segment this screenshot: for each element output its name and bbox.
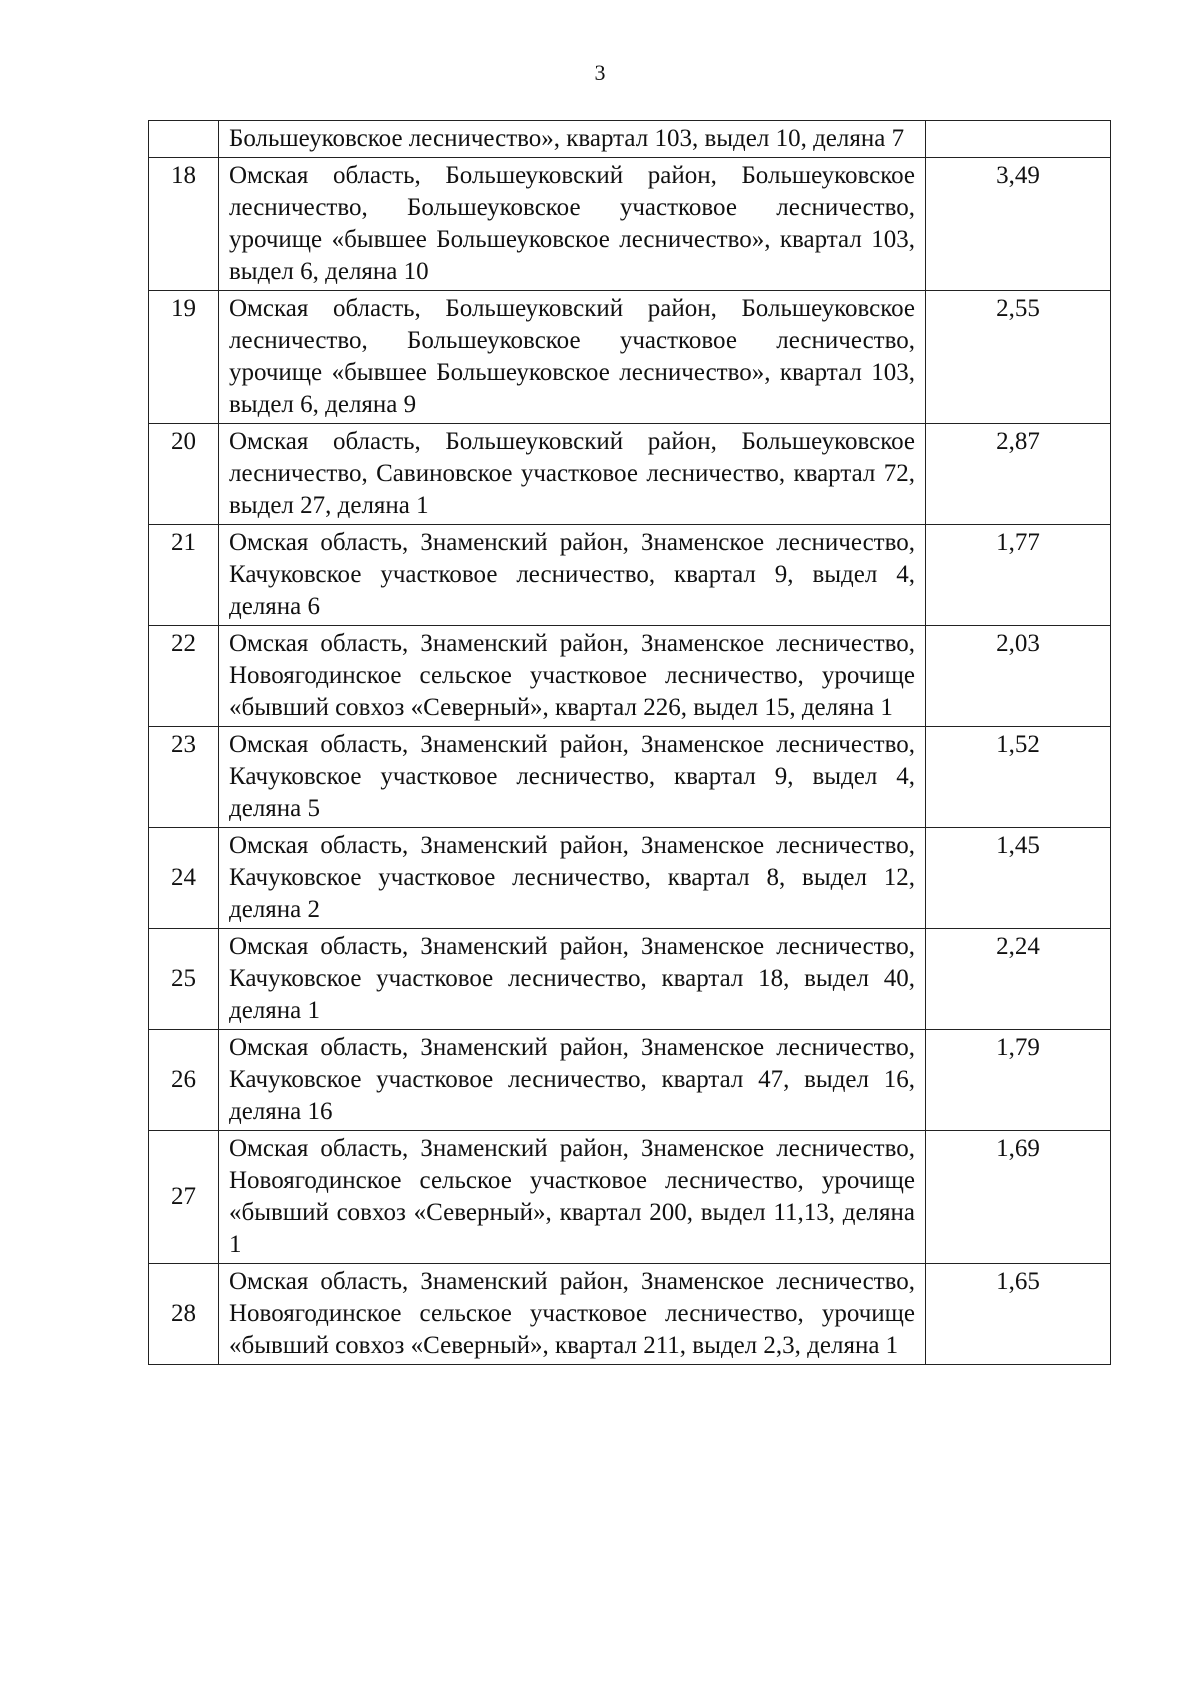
table-row (149, 828, 1111, 929)
row-number: 27 (149, 1131, 219, 1264)
plot-area: 2,87 (926, 424, 1111, 525)
table-row (149, 291, 1111, 424)
plot-location: Омская область, Знаменский район, Знаменское лесничество, Качуковское участковое лесничество, квартал 18, выдел 40, деляна 1 (219, 929, 926, 1030)
plot-area: 1,77 (926, 525, 1111, 626)
plot-area: 1,45 (926, 828, 1111, 929)
plot-area (926, 121, 1111, 158)
row-number: 24 (149, 828, 219, 929)
table-row (149, 727, 1111, 828)
plot-location: Омская область, Знаменский район, Знаменское лесничество, Новоягодинское сельское участковое лесничество, урочище «бывший совхоз «Северный», квартал 200, выдел 11,13, деляна 1 (219, 1131, 926, 1264)
plot-area: 3,49 (926, 158, 1111, 291)
table-row (149, 424, 1111, 525)
plot-location: Омская область, Знаменский район, Знаменское лесничество, Новоягодинское сельское участковое лесничество, урочище «бывший совхоз «Северный», квартал 226, выдел 15, деляна 1 (219, 626, 926, 727)
table-row (149, 929, 1111, 1030)
plot-location: Омская область, Знаменский район, Знаменское лесничество, Качуковское участковое лесничество, квартал 9, выдел 4, деляна 6 (219, 525, 926, 626)
plot-location: Омская область, Знаменский район, Знаменское лесничество, Качуковское участковое лесничество, квартал 8, выдел 12, деляна 2 (219, 828, 926, 929)
plot-area: 1,65 (926, 1264, 1111, 1365)
plot-area: 2,24 (926, 929, 1111, 1030)
row-number: 18 (149, 158, 219, 291)
plot-location: Омская область, Большеуковский район, Большеуковское лесничество, Большеуковское участковое лесничество, урочище «бывшее Большеуковское лесничество», квартал 103, выдел 6, деляна 10 (219, 158, 926, 291)
plot-location: Омская область, Большеуковский район, Большеуковское лесничество, Большеуковское участковое лесничество, урочище «бывшее Большеуковское лесничество», квартал 103, выдел 6, деляна 9 (219, 291, 926, 424)
row-number: 22 (149, 626, 219, 727)
table-row (149, 1264, 1111, 1365)
row-number: 26 (149, 1030, 219, 1131)
table-row (149, 121, 1111, 158)
plot-location: Омская область, Знаменский район, Знаменское лесничество, Новоягодинское сельское участковое лесничество, урочище «бывший совхоз «Северный», квартал 211, выдел 2,3, деляна 1 (219, 1264, 926, 1365)
plot-location: Омская область, Большеуковский район, Большеуковское лесничество, Савиновское участковое лесничество, квартал 72, выдел 27, деляна 1 (219, 424, 926, 525)
table-row (149, 158, 1111, 291)
plot-area: 2,55 (926, 291, 1111, 424)
plot-location: Омская область, Знаменский район, Знаменское лесничество, Качуковское участковое лесничество, квартал 9, выдел 4, деляна 5 (219, 727, 926, 828)
row-number: 25 (149, 929, 219, 1030)
row-number (149, 121, 219, 158)
plot-area: 1,69 (926, 1131, 1111, 1264)
plot-location: Большеуковское лесничество», квартал 103, выдел 10, деляна 7 (219, 121, 926, 158)
table-row (149, 626, 1111, 727)
row-number: 23 (149, 727, 219, 828)
plot-area: 1,52 (926, 727, 1111, 828)
plot-area: 2,03 (926, 626, 1111, 727)
row-number: 28 (149, 1264, 219, 1365)
forest-plots-table (148, 120, 1111, 1365)
table-row (149, 1131, 1111, 1264)
page-number: 3 (594, 60, 606, 85)
row-number: 20 (149, 424, 219, 525)
row-number: 19 (149, 291, 219, 424)
table-row (149, 1030, 1111, 1131)
row-number: 21 (149, 525, 219, 626)
table-row (149, 525, 1111, 626)
plot-location: Омская область, Знаменский район, Знаменское лесничество, Качуковское участковое лесничество, квартал 47, выдел 16, деляна 16 (219, 1030, 926, 1131)
plot-area: 1,79 (926, 1030, 1111, 1131)
